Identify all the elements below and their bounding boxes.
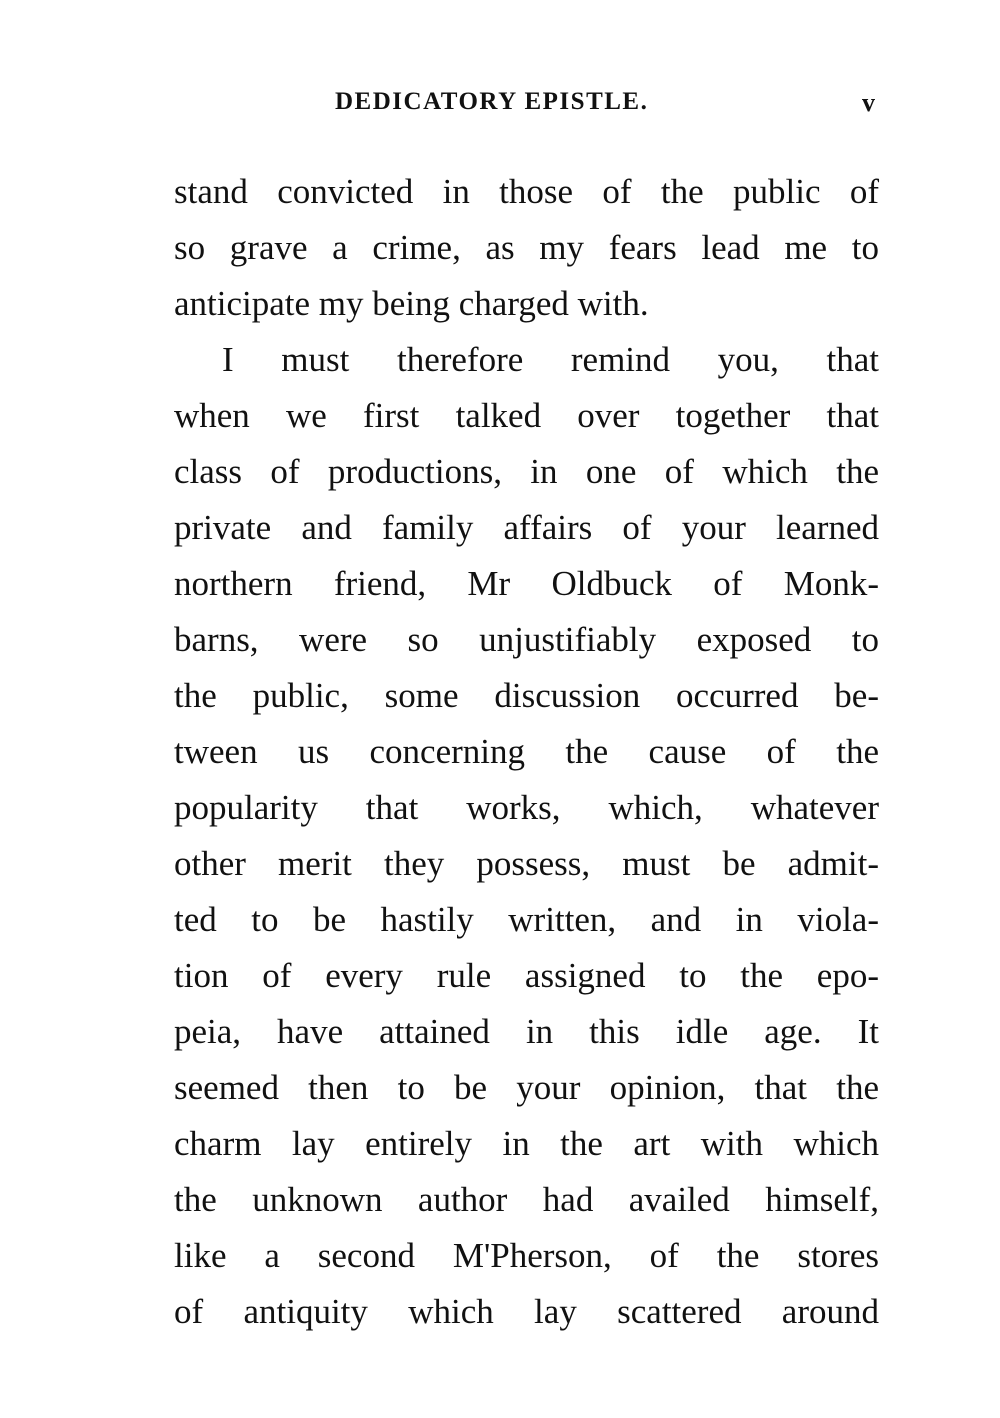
- text-line: the public, some discussion occurred be-: [174, 676, 879, 715]
- text-line: popularity that works, which, whatever: [174, 788, 879, 827]
- text-line: tween us concerning the cause of the: [174, 732, 879, 771]
- running-title: DEDICATORY EPISTLE.: [335, 88, 649, 115]
- text-line: stand convicted in those of the public of: [174, 172, 879, 211]
- text-line: northern friend, Mr Oldbuck of Monk-: [174, 564, 879, 603]
- text-line: ted to be hastily written, and in viola-: [174, 900, 879, 939]
- body-text: [174, 164, 879, 1340]
- text-line: peia, have attained in this idle age. It: [174, 1012, 879, 1051]
- text-line: I must therefore remind you, that: [222, 340, 879, 379]
- text-line: like a second M'Pherson, of the stores: [174, 1236, 879, 1275]
- text-line: charm lay entirely in the art with which: [174, 1124, 879, 1163]
- text-line: class of productions, in one of which the: [174, 452, 879, 491]
- text-line: private and family affairs of your learned: [174, 508, 879, 547]
- text-line: barns, were so unjustifiably exposed to: [174, 620, 879, 659]
- text-line: anticipate my being charged with.: [174, 284, 649, 323]
- running-head: [0, 88, 1000, 128]
- text-line: the unknown author had availed himself,: [174, 1180, 879, 1219]
- text-line: other merit they possess, must be admit-: [174, 844, 879, 883]
- text-line: so grave a crime, as my fears lead me to: [174, 228, 879, 267]
- text-line: when we first talked over together that: [174, 396, 879, 435]
- text-line: of antiquity which lay scattered around: [174, 1292, 879, 1331]
- text-line: seemed then to be your opinion, that the: [174, 1068, 879, 1107]
- page-number: v: [862, 88, 875, 117]
- text-line: tion of every rule assigned to the epo-: [174, 956, 879, 995]
